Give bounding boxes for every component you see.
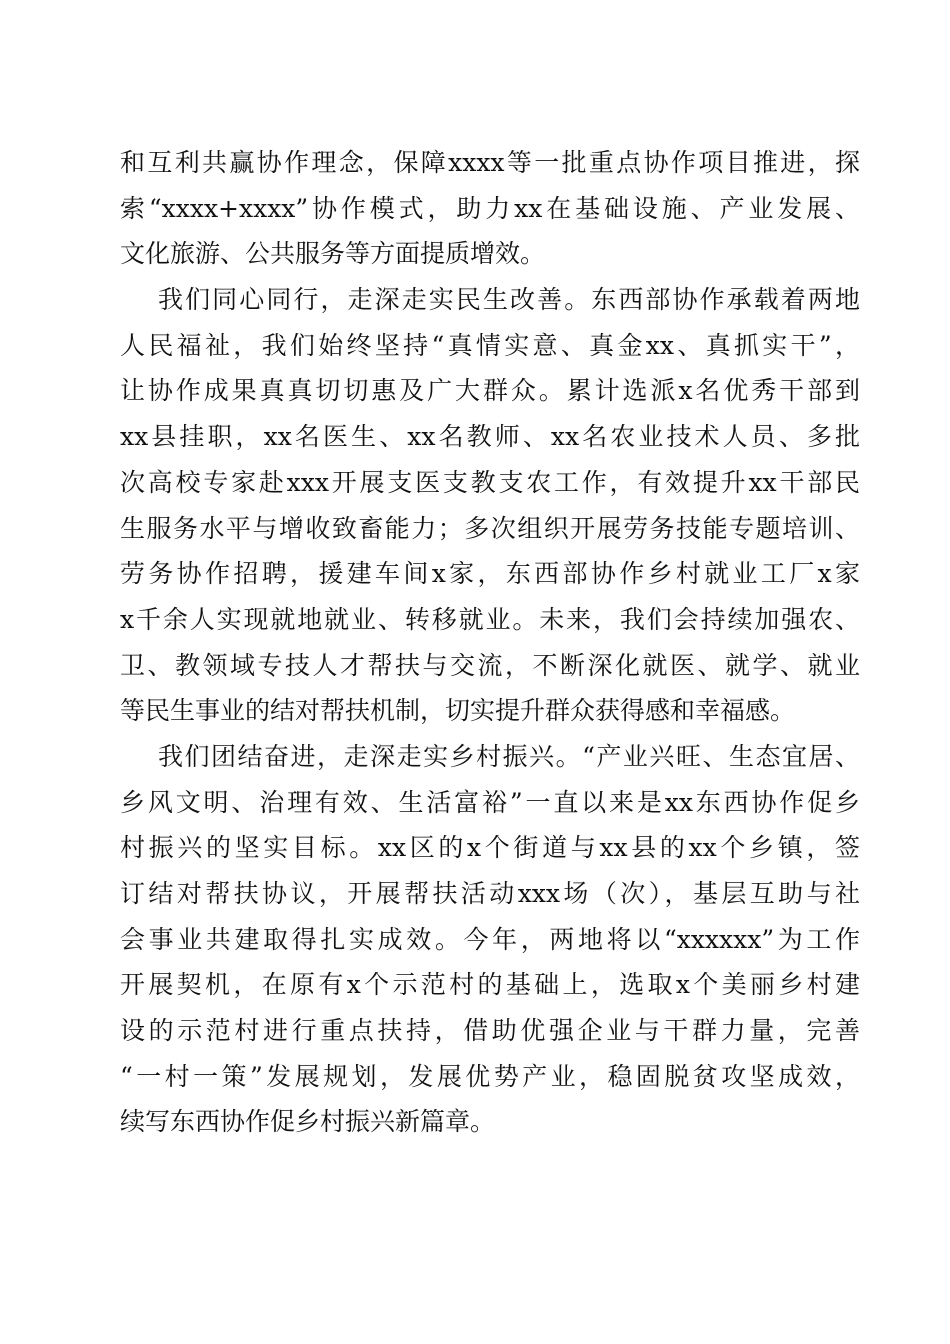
text-line: 卫、教领域专技人才帮扶与交流，不断深化就医、就学、就业 bbox=[120, 650, 860, 680]
text-line: 索“xxxx+xxxx”协作模式，助力xx在基础设施、产业发展、 bbox=[120, 193, 860, 223]
text-line: 生服务水平与增收致畜能力；多次组织开展劳务技能专题培训、 bbox=[120, 513, 860, 543]
text-line: 会事业共建取得扎实成效。今年，两地将以“xxxxxx”为工作 bbox=[120, 924, 860, 954]
text-line: 文化旅游、公共服务等方面提质增效。 bbox=[120, 239, 546, 269]
text-line: 续写东西协作促乡村振兴新篇章。 bbox=[120, 1107, 496, 1137]
body-text bbox=[120, 140, 860, 1145]
text-line: x千余人实现就地就业、转移就业。未来，我们会持续加强农、 bbox=[120, 604, 860, 634]
text-line: 我们团结奋进，走深走实乡村振兴。“产业兴旺、生态宜居、 bbox=[158, 741, 860, 771]
text-line: 劳务协作招聘，援建车间x家，东西部协作乡村就业工厂x家 bbox=[120, 559, 860, 589]
text-line: 订结对帮扶协议，开展帮扶活动xxx场（次），基层互助与社 bbox=[120, 879, 860, 908]
text-line: 等民生事业的结对帮扶机制，切实提升群众获得感和幸福感。 bbox=[120, 696, 796, 726]
text-line: 村振兴的坚实目标。xx区的x个街道与xx县的xx个乡镇，签 bbox=[120, 833, 860, 863]
text-line: 乡风文明、治理有效、生活富裕”一直以来是xx东西协作促乡 bbox=[120, 787, 860, 817]
text-line: 开展契机，在原有x个示范村的基础上，选取x个美丽乡村建 bbox=[120, 970, 860, 1000]
text-line: 让协作成果真真切切惠及广大群众。累计选派x名优秀干部到 bbox=[120, 376, 860, 406]
text-line: xx县挂职，xx名医生、xx名教师、xx名农业技术人员、多批 bbox=[120, 422, 860, 452]
text-line: 和互利共赢协作理念，保障xxxx等一批重点协作项目推进，探 bbox=[120, 148, 860, 177]
text-line: 次高校专家赴xxx开展支医支教支农工作，有效提升xx干部民 bbox=[120, 467, 860, 497]
text-line: “一村一策”发展规划，发展优势产业，稳固脱贫攻坚成效， bbox=[120, 1061, 860, 1091]
text-line: 设的示范村进行重点扶持，借助优强企业与干群力量，完善 bbox=[120, 1016, 860, 1046]
text-line: 我们同心同行，走深走实民生改善。东西部协作承载着两地 bbox=[158, 285, 860, 315]
text-line: 人民福祉，我们始终坚持“真情实意、真金xx、真抓实干”， bbox=[120, 330, 860, 360]
